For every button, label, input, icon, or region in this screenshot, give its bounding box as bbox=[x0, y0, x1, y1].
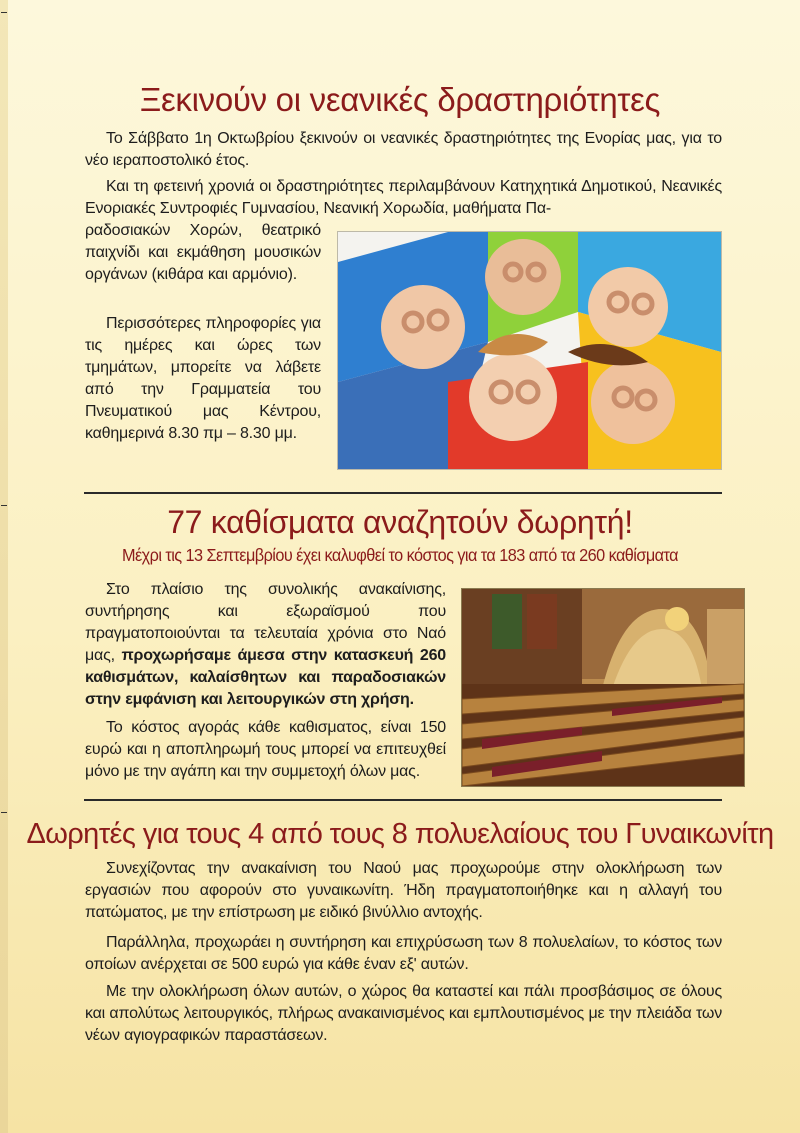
section-youth-paragraph: Περισσότερες πληροφορίες για τις ημέρες και ώρες των τμημάτων, μπορείτε να λάβετε από την Γραμματεία του Πνευματικού μας Κέντρου, καθημερινά 8.30 πμ – 8.30 μμ. bbox=[85, 315, 321, 442]
section-divider bbox=[84, 492, 722, 494]
section-chandeliers-paragraph: Με την ολοκλήρωση όλων αυτών, ο χώρος θα καταστεί και πάλι προσβάσιμος σε όλους και απολύτως λειτουργικός, πλήρως ανακαινισμένος και εμπλουτισμένος με την πλειάδα των νέων αγιογραφικών παραστάσεων. bbox=[85, 983, 722, 1044]
section-chandeliers-paragraph: Συνεχίζοντας την ανακαίνιση του Ναού μας προχωρούμε στην ολοκλήρωση των εργασιών που αφορούν στο γυναικωνίτη. Ήδη πραγματοποιήθηκε και η αλλαγή του πατώματος, με την επίστρωση με ειδικό βινύλλιο αντοχής. bbox=[85, 860, 722, 921]
section-seats-paragraph: Το κόστος αγοράς κάθε καθισματος, είναι 150 ευρώ και η αποπληρωμή τους μπορεί να επιτευχθεί μόνο με την αγάπη και την συμμετοχή όλων μας. bbox=[85, 719, 446, 780]
church-seats-photo bbox=[461, 588, 745, 787]
paragraph-emphasis: προχωρήσαμε άμεσα στην κατασκευή 260 καθισμάτων, καλαίσθητων και παραδοσιακών στην εμφάνιση και λειτουργικών στη χρήση. bbox=[85, 647, 446, 708]
children-photo bbox=[337, 231, 722, 470]
section-chandeliers-title: Δωρητές για τους 4 από τους 8 πολυελαίους του Γυναικωνίτη bbox=[26, 818, 774, 850]
section-youth-title: Ξεκινούν οι νεανικές δραστηριότητες bbox=[139, 81, 661, 118]
margin-tick bbox=[1, 12, 7, 13]
section-seats-paragraph bbox=[85, 579, 446, 711]
section-seats-subtitle: Μέχρι τις 13 Σεπτεμβρίου έχει καλυφθεί το κόστος για τα 183 από τα 260 καθίσματα bbox=[121, 545, 679, 565]
page-margin-strip bbox=[0, 0, 8, 1133]
section-youth-paragraph-continued: ραδοσιακών Χορών, θεατρικό παιχνίδι και εκμάθηση μουσικών οργάνων (κιθάρα και αρμόνιο). bbox=[85, 222, 321, 283]
section-chandeliers-paragraph: Παράλληλα, προχωράει η συντήρηση και επιχρύσωση των 8 πολυελαίων, το κόστος των οποίων ανέρχεται σε 500 ευρώ για κάθε έναν εξ' αυτών. bbox=[85, 934, 722, 973]
margin-tick bbox=[1, 812, 7, 813]
section-youth-paragraph: Το Σάββατο 1η Οκτωβρίου ξεκινούν οι νεανικές δραστηριότητες της Ενορίας μας, για το νέο ιεραποστολικό έτος. bbox=[85, 130, 722, 169]
section-youth-paragraph: Και τη φετεινή χρονιά οι δραστηριότητες περιλαμβάνουν Κατηχητικά Δημοτικού, Νεανικές Ενοριακές Συντροφιές Γυμνασίου, Νεανική Χορωδία, μαθήματα Πα- bbox=[85, 178, 722, 217]
section-divider bbox=[84, 799, 722, 801]
section-seats-title: 77 καθίσματα αναζητούν δωρητή! bbox=[167, 504, 633, 540]
paragraph-text: Στο πλαίσιο της συνολικής ανακαίνισης, συντήρησης και εξωραϊσμού που πραγματοποιούνται τα τελευταία χρόνια στο Ναό μας, bbox=[85, 581, 446, 664]
